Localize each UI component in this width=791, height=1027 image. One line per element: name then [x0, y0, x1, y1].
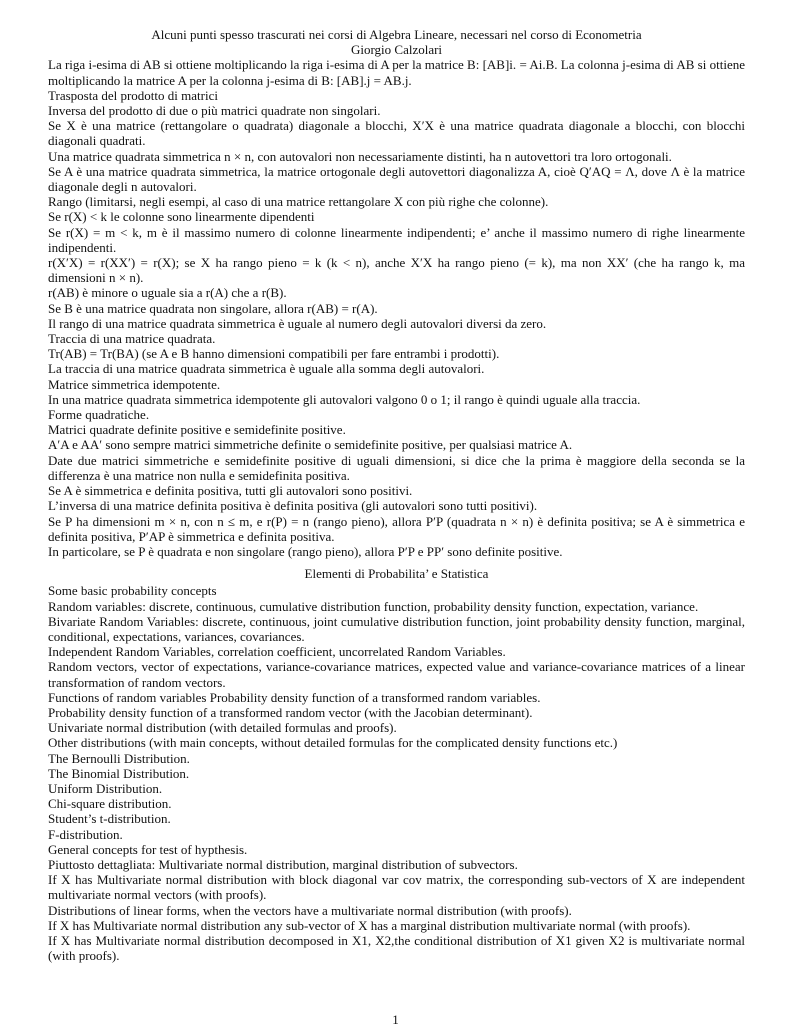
paragraph: The Bernoulli Distribution.: [48, 750, 190, 766]
paragraph: r(X′X) = r(XX′) = r(X); se X ha rango pieno = k (k < n), anche X′X ha rango pieno (= k), ma non XX′ (che ha rango k, ma dimensioni n × n).: [48, 255, 745, 286]
paragraph: Student’s t-distribution.: [48, 811, 171, 827]
paragraph: Other distributions (with main concepts, without detailed formulas for the complicated density functions etc.): [48, 735, 618, 751]
paragraph: Chi-square distribution.: [48, 796, 172, 812]
paragraph: General concepts for test of hypthesis.: [48, 841, 248, 857]
paragraph: Piuttosto dettagliata: Multivariate normal distribution, marginal distribution of subvectors.: [48, 856, 518, 872]
paragraph: Se A è una matrice quadrata simmetrica, la matrice ortogonale degli autovettori diagonalizza A, cioè Q′AQ = Λ, dove Λ è la matrice diagonale degli n autovalori.: [48, 163, 745, 195]
paragraph: La traccia di una matrice quadrata simmetrica è uguale alla somma degli autovalori.: [48, 361, 485, 377]
paragraph: L’inversa di una matrice definita positiva è definita positiva (gli autovalori sono tutti positivi).: [48, 498, 538, 514]
paragraph: Se P ha dimensioni m × n, con n ≤ m, e r(P) = n (rango pieno), allora P′P (quadrata n × n) è definita positiva; se A è simmetrica e definita positiva, P′AP è simmetrica e definita positiva.: [48, 513, 745, 544]
paragraph: A′A e AA′ sono sempre matrici simmetriche definite o semidefinite positive, per qualsiasi matrice A.: [48, 437, 573, 453]
paragraph: The Binomial Distribution.: [48, 765, 190, 781]
paragraph: Probability density function of a transformed random vector (with the Jacobian determinant).: [48, 704, 533, 720]
paragraph: Random vectors, vector of expectations, variance-covariance matrices, expected value and variance-covariance matrices of a linear transformation of random vectors.: [48, 659, 745, 690]
paragraph: r(AB) è minore o uguale sia a r(A) che a r(B).: [48, 285, 287, 301]
section-heading: Elementi di Probabilita’ e Statistica: [304, 566, 489, 582]
paragraph: Random variables: discrete, continuous, cumulative distribution function, probability density function, expectation, variance.: [48, 598, 699, 614]
paragraph: Matrice simmetrica idempotente.: [48, 376, 221, 392]
paragraph: Some basic probability concepts: [48, 583, 217, 599]
paragraph: Se r(X) = m < k, m è il massimo numero di colonne linearmente indipendenti; e’ anche il massimo numero di righe linearmente indipendenti.: [48, 224, 745, 255]
paragraph: If X has Multivariate normal distribution any sub-vector of X has a marginal distribution multivariate normal (with proofs).: [48, 917, 691, 933]
paragraph: Inversa del prodotto di due o più matrici quadrate non singolari.: [48, 103, 381, 119]
paragraph: Univariate normal distribution (with detailed formulas and proofs).: [48, 720, 397, 736]
paragraph: Functions of random variables Probability density function of a transformed random variables.: [48, 689, 541, 705]
paragraph: Matrici quadrate definite positive e semidefinite positive.: [48, 422, 346, 438]
paragraph: In particolare, se P è quadrata e non singolare (rango pieno), allora P′P e PP′ sono definite positive.: [48, 543, 563, 559]
paragraph: Se B è una matrice quadrata non singolare, allora r(AB) = r(A).: [48, 300, 378, 316]
paragraph: Una matrice quadrata simmetrica n × n, con autovalori non necessariamente distinti, ha n autovettori tra loro ortogonali.: [48, 148, 672, 164]
paragraph: La riga i-esima di AB si ottiene moltiplicando la riga i-esima di A per la matrice B: [AB]i. = Ai.B. La colonna j-esima di AB si ottiene moltiplicando la matrice A per la colonna j-esima di B: [AB].j = AB.j.: [48, 57, 745, 88]
paragraph: If X has Multivariate normal distribution decomposed in X1, X2,the conditional distribution of X1 given X2 is multivariate normal (with proofs).: [48, 932, 745, 964]
paragraph: Forme quadratiche.: [48, 407, 150, 423]
page-number: 1: [392, 1012, 399, 1027]
document-page: [48, 27, 745, 963]
paragraph: Se X è una matrice (rettangolare o quadrata) diagonale a blocchi, X′X è una matrice quadrata diagonale a blocchi, con blocchi diagonali quadrati.: [48, 118, 745, 149]
probability-section: [48, 583, 745, 963]
document-title: Alcuni punti spesso trascurati nei corsi di Algebra Lineare, necessari nel corso di Econometria: [151, 27, 642, 42]
paragraph: Uniform Distribution.: [48, 780, 163, 796]
paragraph: Distributions of linear forms, when the vectors have a multivariate normal distribution (with proofs).: [48, 902, 572, 918]
paragraph: Traccia di una matrice quadrata.: [48, 331, 216, 347]
paragraph: Date due matrici simmetriche e semidefinite positive di uguali dimensioni, si dice che la prima è maggiore della seconda se la differenza è una matrice non nulla e semidefinita positiva.: [48, 452, 745, 483]
document-author: Giorgio Calzolari: [350, 42, 443, 58]
paragraph: Il rango di una matrice quadrata simmetrica è uguale al numero degli autovalori diversi da zero.: [48, 315, 547, 331]
paragraph: Tr(AB) = Tr(BA) (se A e B hanno dimensioni compatibili per fare entrambi i prodotti).: [48, 346, 500, 362]
paragraph: If X has Multivariate normal distribution with block diagonal var cov matrix, the corresponding sub-vectors of X are independent multivariate normal vectors (with proofs).: [48, 872, 745, 903]
paragraph: F-distribution.: [48, 826, 123, 842]
paragraph: Se A è simmetrica e definita positiva, tutti gli autovalori sono positivi.: [48, 483, 413, 499]
paragraph: Rango (limitarsi, negli esempi, al caso di una matrice rettangolare X con più righe che colonne).: [48, 194, 549, 210]
paragraph: In una matrice quadrata simmetrica idempotente gli autovalori valgono 0 o 1; il rango è quindi uguale alla traccia.: [48, 391, 641, 407]
paragraph: Bivariate Random Variables: discrete, continuous, joint cumulative distribution function, joint probability density function, marginal, conditional, expectations, variances, covariances.: [48, 613, 745, 644]
paragraph: Trasposta del prodotto di matrici: [48, 87, 218, 103]
linear-algebra-section: [48, 57, 745, 559]
paragraph: Se r(X) < k le colonne sono linearmente dipendenti: [48, 209, 315, 225]
paragraph: Independent Random Variables, correlation coefficient, uncorrelated Random Variables.: [48, 644, 506, 660]
